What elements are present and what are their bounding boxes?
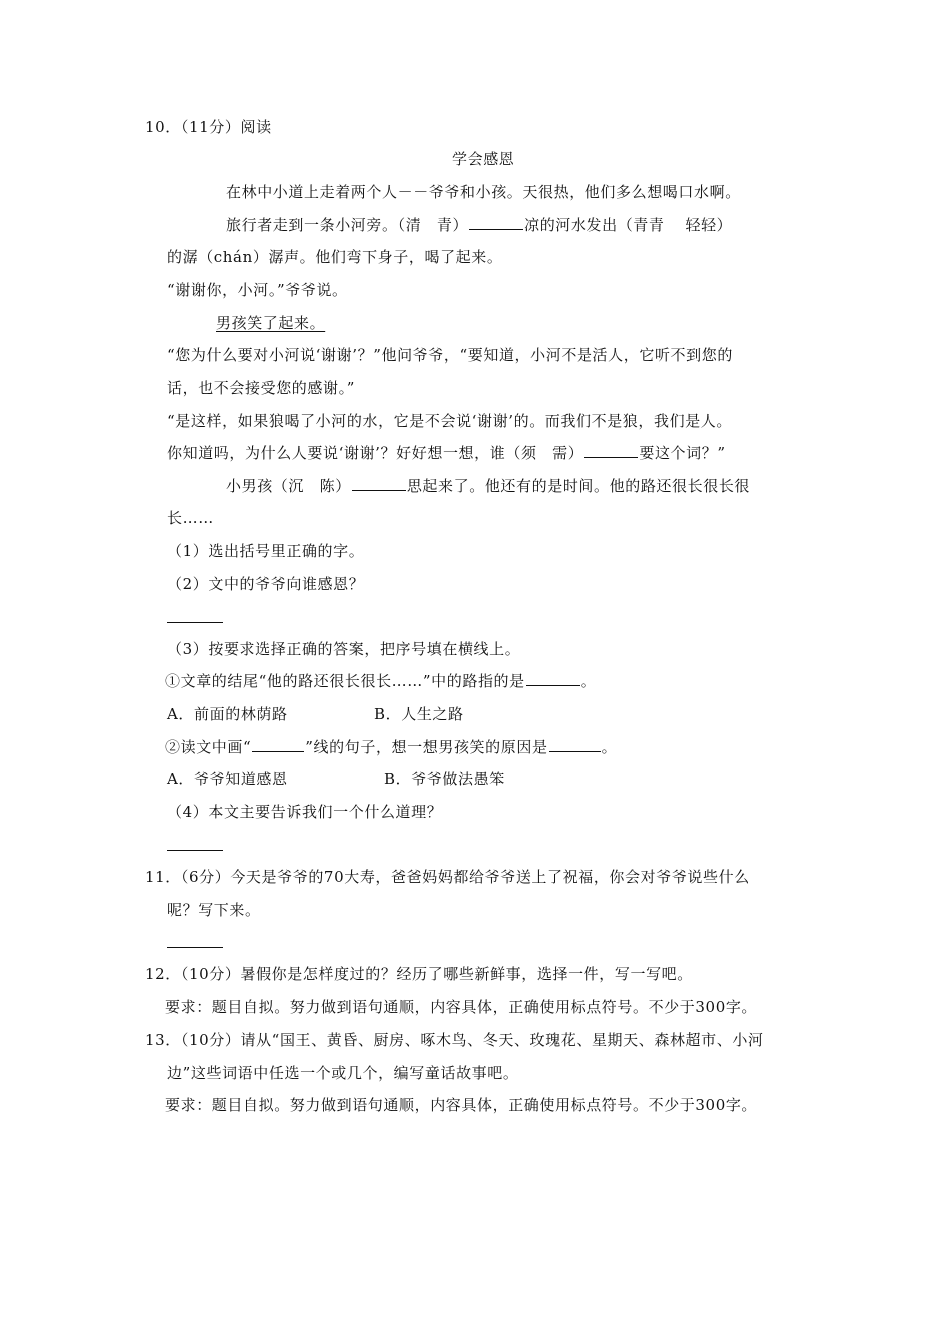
q13-line2: 边”这些词语中任选一个或几个，编写童话故事吧。 — [167, 1064, 519, 1082]
answer-blank[interactable] — [469, 215, 523, 230]
sub3-2-mid: ”线的句子，想一想男孩笑的原因是 — [305, 738, 548, 756]
q11-line2: 呢？写下来。 — [167, 901, 261, 919]
passage-p2-line1 — [226, 215, 732, 235]
sub-question-2: （2）文中的爷爷向谁感恩？ — [167, 575, 365, 593]
sub3-1-pre: ①文章的结尾“他的路还很长很长……”中的路指的是 — [165, 672, 525, 690]
answer-line[interactable] — [167, 947, 223, 948]
sub-question-3: （3）按要求选择正确的答案，把序号填在横线上。 — [167, 640, 521, 658]
passage-p5-line1: “您为什么要对小河说‘谢谢’？”他问爷爷，“要知道，小河不是活人，它听不到您的 — [167, 346, 733, 364]
answer-blank[interactable] — [526, 671, 580, 686]
passage-p1: 在林中小道上走着两个人－－爷爷和小孩。天很热，他们多么想喝口水啊。 — [226, 183, 741, 201]
sub-question-3-2 — [165, 737, 617, 757]
q13-line1: 13．（10分）请从“国王、黄昏、厨房、啄木鸟、冬天、玫瑰花、星期天、森林超市、小河 — [145, 1031, 764, 1049]
sub3-1-post: 。 — [580, 672, 597, 690]
answer-line[interactable] — [167, 850, 223, 851]
passage-p7-line2: 长…… — [167, 509, 214, 527]
sub3-1-option-b: B．人生之路 — [374, 705, 464, 723]
sub3-2-option-b: B．爷爷做法愚笨 — [384, 770, 505, 788]
passage-p5-line2: 话，也不会接受您的感谢。” — [167, 379, 355, 397]
passage-p6-line2 — [167, 443, 726, 463]
passage-p6b-pre: 你知道吗，为什么人要说‘谢谢’？好好想一想，谁（须 需） — [167, 444, 584, 462]
answer-blank[interactable] — [584, 443, 638, 458]
sub3-2-post: 。 — [601, 738, 618, 756]
q13-requirement: 要求：题目自拟。努力做到语句通顺，内容具体，正确使用标点符号。不少于300字。 — [165, 1096, 758, 1114]
passage-p7-line1 — [226, 476, 750, 496]
answer-blank[interactable] — [252, 737, 304, 752]
passage-p7a-pre: 小男孩（沉 陈） — [226, 477, 351, 495]
sub-question-4: （4）本文主要告诉我们一个什么道理？ — [167, 803, 443, 821]
sub3-2-option-a: A．爷爷知道感恩 — [167, 770, 288, 788]
passage-p7a-post: 思起来了。他还有的是时间。他的路还很长很长很 — [406, 477, 751, 495]
sub3-2-pre: ②读文中画“ — [165, 738, 252, 756]
answer-blank[interactable] — [352, 476, 406, 491]
q11-line1: 11．（6分）今天是爷爷的70大寿，爸爸妈妈都给爷爷送上了祝福，你会对爷爷说些什么 — [145, 868, 750, 886]
passage-p6b-post: 要这个词？” — [639, 444, 726, 462]
answer-line[interactable] — [167, 622, 223, 623]
passage-p3: “谢谢你，小河。”爷爷说。 — [167, 281, 348, 299]
sub-question-1: （1）选出括号里正确的字。 — [167, 542, 365, 560]
passage-p2a: 旅行者走到一条小河旁。（清 青） — [226, 216, 469, 234]
sub3-1-option-a: A．前面的林荫路 — [167, 705, 288, 723]
passage-p6-line1: “是这样，如果狼喝了小河的水，它是不会说‘谢谢’的。而我们不是狼，我们是人。 — [167, 412, 733, 430]
answer-blank[interactable] — [549, 737, 601, 752]
underlined-sentence: 男孩笑了起来。 — [216, 314, 326, 332]
passage-p2b: 凉的河水发出（青青 轻轻） — [524, 216, 733, 234]
q10-header: 10．（11分）阅读 — [145, 118, 272, 136]
passage-title: 学会感恩 — [452, 150, 515, 168]
sub-question-3-1 — [165, 671, 596, 691]
q12-requirement: 要求：题目自拟。努力做到语句通顺，内容具体，正确使用标点符号。不少于300字。 — [165, 998, 758, 1016]
q12-line1: 12．（10分）暑假你是怎样度过的？经历了哪些新鲜事，选择一件，写一写吧。 — [145, 965, 693, 983]
passage-p2-line2: 的潺（chán）潺声。他们弯下身子，喝了起来。 — [167, 248, 503, 266]
